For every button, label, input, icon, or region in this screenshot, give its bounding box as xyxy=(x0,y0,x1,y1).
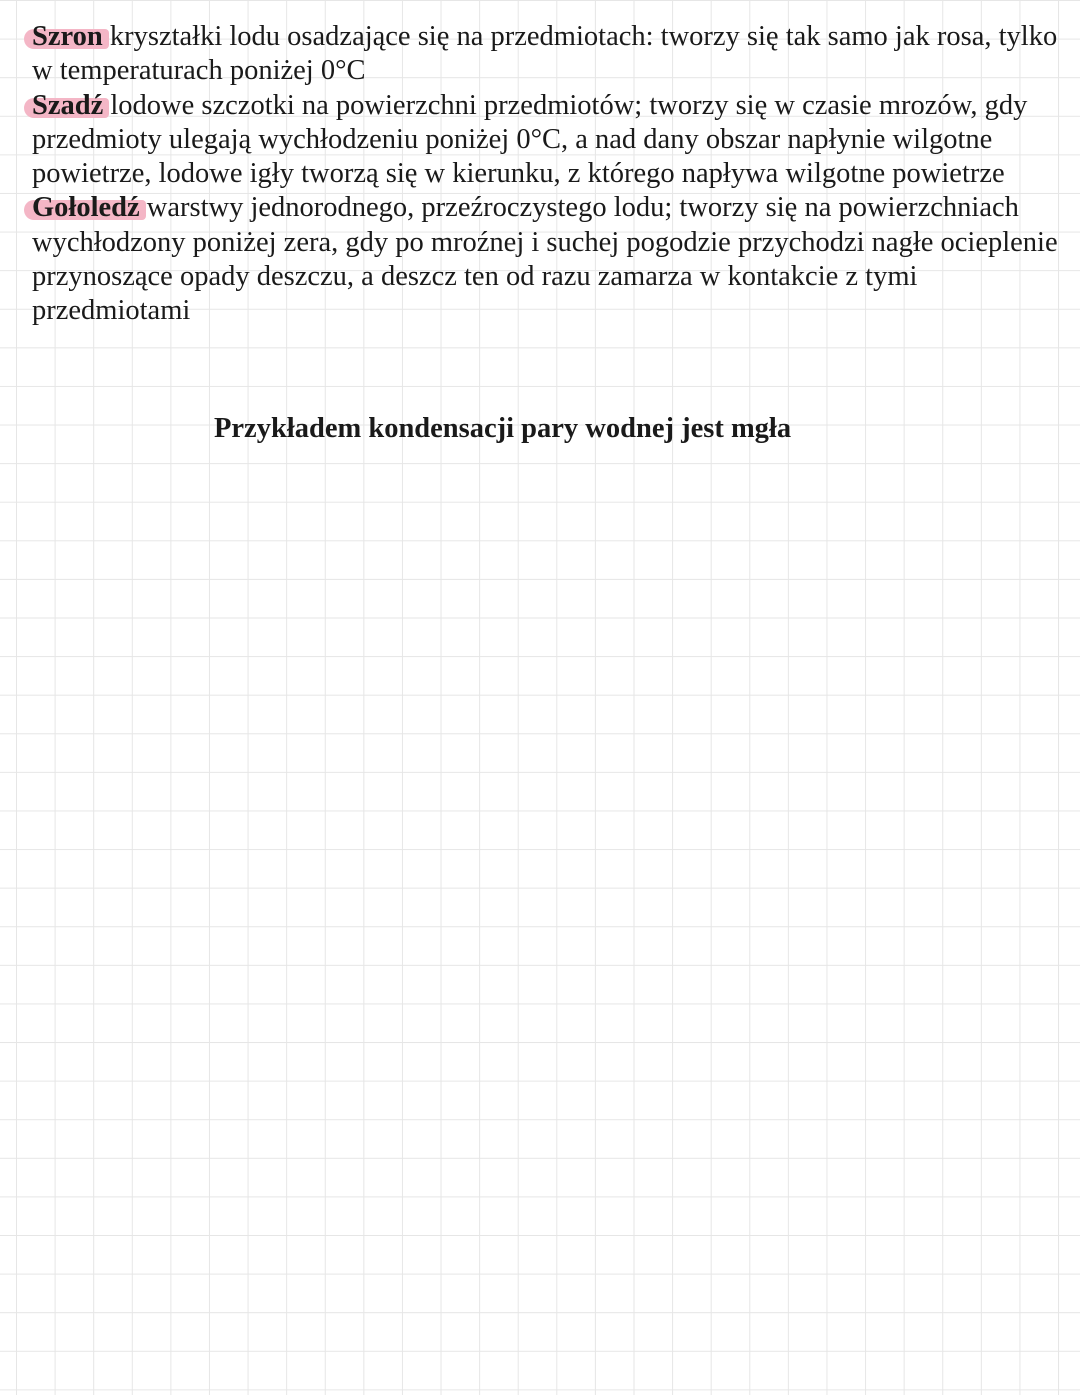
term-szadz: Szadź xyxy=(32,89,104,121)
definitions-list xyxy=(32,20,1072,329)
definition-szadz xyxy=(32,89,1072,192)
definition-text-szron: kryształki lodu osadzające się na przedmiotach: tworzy się tak samo jak rosa, tylko w temperaturach poniżej 0°C xyxy=(32,21,1058,87)
definition-gololedz xyxy=(32,191,1072,328)
definition-text-gololedz: warstwy jednorodnego, przeźroczystego lodu; tworzy się na powierzchniach wychłodzony poniżej zera, gdy po mroźnej i suchej pogodzie przychodzi nagłe ocieplenie przynoszące opady deszczu, a deszcz ten od razu zamarza w kontakcie z tymi przedmiotami xyxy=(32,192,1058,327)
definition-text-szadz: lodowe szczotki na powierzchni przedmiotów; tworzy się w czasie mrozów, gdy przedmioty ulegają wychłodzeniu poniżej 0°C, a nad dany obszar napłynie wilgotne powietrze, lodowe igły tworzą się w kierunku, z którego napływa wilgotne powietrze xyxy=(32,89,1028,190)
conclusion-heading: Przykładem kondensacji pary wodnej jest mgła xyxy=(214,413,792,444)
term-szron: Szron xyxy=(32,21,103,52)
term-gololedz: Gołoledź xyxy=(32,192,140,224)
definition-szron xyxy=(32,20,1072,89)
